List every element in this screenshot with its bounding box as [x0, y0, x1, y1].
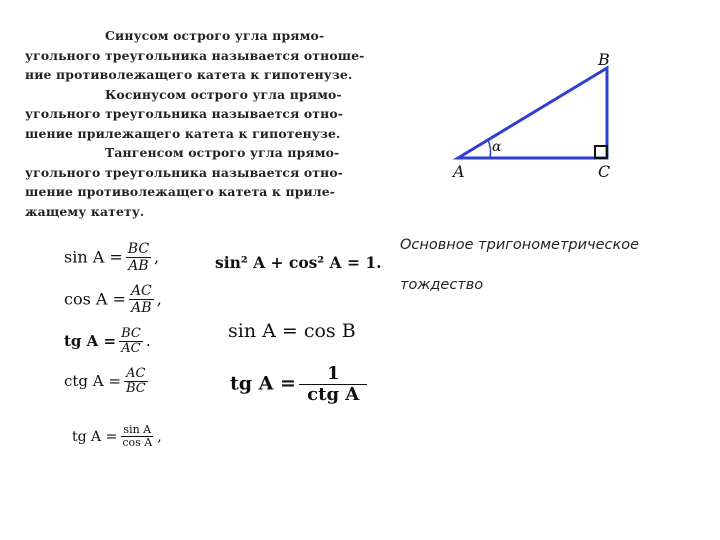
- tangent-definition-line: угольного треугольника называется отно-: [25, 164, 344, 180]
- formula-punctuation: ,: [157, 428, 162, 445]
- fraction: [124, 367, 148, 397]
- sine-definition-line: Синусом острого угла прямо-: [105, 28, 325, 43]
- fraction-denominator: BC: [125, 381, 146, 397]
- cosine-definition-line: Косинусом острого угла прямо-: [105, 86, 342, 102]
- fraction-denominator: AB: [128, 258, 149, 275]
- formula-lhs: tg A =: [72, 428, 118, 445]
- sin-definition-formula: [64, 242, 159, 274]
- fraction: [119, 327, 143, 357]
- angle-alpha-label: α: [492, 139, 502, 155]
- identity-note-line1: Основное тригонометрическое: [400, 237, 640, 253]
- cosine-definition-line: угольного треугольника называется отно-: [25, 106, 344, 121]
- fraction-denominator: cos A: [122, 436, 153, 450]
- formula-lhs: cos A =: [64, 289, 126, 309]
- formula-lhs: tg A =: [64, 332, 117, 351]
- formula-punctuation: .: [145, 332, 151, 351]
- fraction: [129, 284, 154, 316]
- vertex-c-label: C: [598, 162, 611, 181]
- sine-definition: [25, 26, 377, 85]
- fraction-denominator: AB: [131, 300, 152, 317]
- tg-ctg-formula: [230, 364, 370, 405]
- triangle-outline: [458, 68, 607, 158]
- fraction: [120, 424, 154, 450]
- formula-punctuation: ,: [154, 247, 160, 267]
- vertex-a-label: A: [453, 162, 465, 181]
- fraction-numerator: sin A: [123, 423, 152, 436]
- formula-lhs: tg A =: [230, 372, 296, 395]
- cosine-definition-line: шение прилежащего катета к гипотенузе.: [25, 125, 341, 141]
- sine-definition-line: ние противолежащего катета к гипотенузе.: [25, 67, 353, 82]
- sine-definition-line: угольного треугольника называется отноше-: [25, 47, 365, 63]
- fraction-denominator: AC: [121, 341, 141, 357]
- fraction-numerator: BC: [127, 241, 150, 257]
- cosine-definition: [25, 85, 377, 144]
- identity-note-line2: тождество: [400, 277, 484, 293]
- tangent-definition: [25, 143, 377, 221]
- vertex-b-label: B: [598, 50, 610, 69]
- ctg-definition-formula: [64, 367, 151, 397]
- fraction-numerator: AC: [130, 283, 152, 299]
- formula-punctuation: ,: [156, 289, 162, 309]
- fraction-numerator: 1: [299, 364, 368, 385]
- fraction-numerator: BC: [121, 326, 141, 341]
- cos-definition-formula: [64, 284, 162, 316]
- formula-lhs: ctg A =: [64, 372, 121, 391]
- fraction: [299, 364, 368, 405]
- right-triangle-diagram: [445, 40, 645, 190]
- angle-arc: [488, 140, 490, 158]
- tangent-definition-line: жащему катету.: [25, 203, 145, 219]
- tangent-definition-line: шение противолежащего катета к приле-: [25, 184, 336, 199]
- fraction-numerator: AC: [126, 366, 146, 381]
- formula-lhs: sin A =: [64, 247, 123, 267]
- tg-ratio-formula: [72, 424, 162, 450]
- fraction-denominator: ctg A: [307, 383, 360, 405]
- identity-formula: sin² A + cos² A = 1.: [215, 253, 382, 272]
- tangent-definition-line: Тангенсом острого угла прямо-: [105, 145, 340, 160]
- fraction: [126, 242, 151, 274]
- right-angle-marker: [595, 146, 607, 158]
- sin-cos-formula: sin A = cos B: [228, 320, 356, 342]
- tg-definition-formula: [64, 327, 151, 357]
